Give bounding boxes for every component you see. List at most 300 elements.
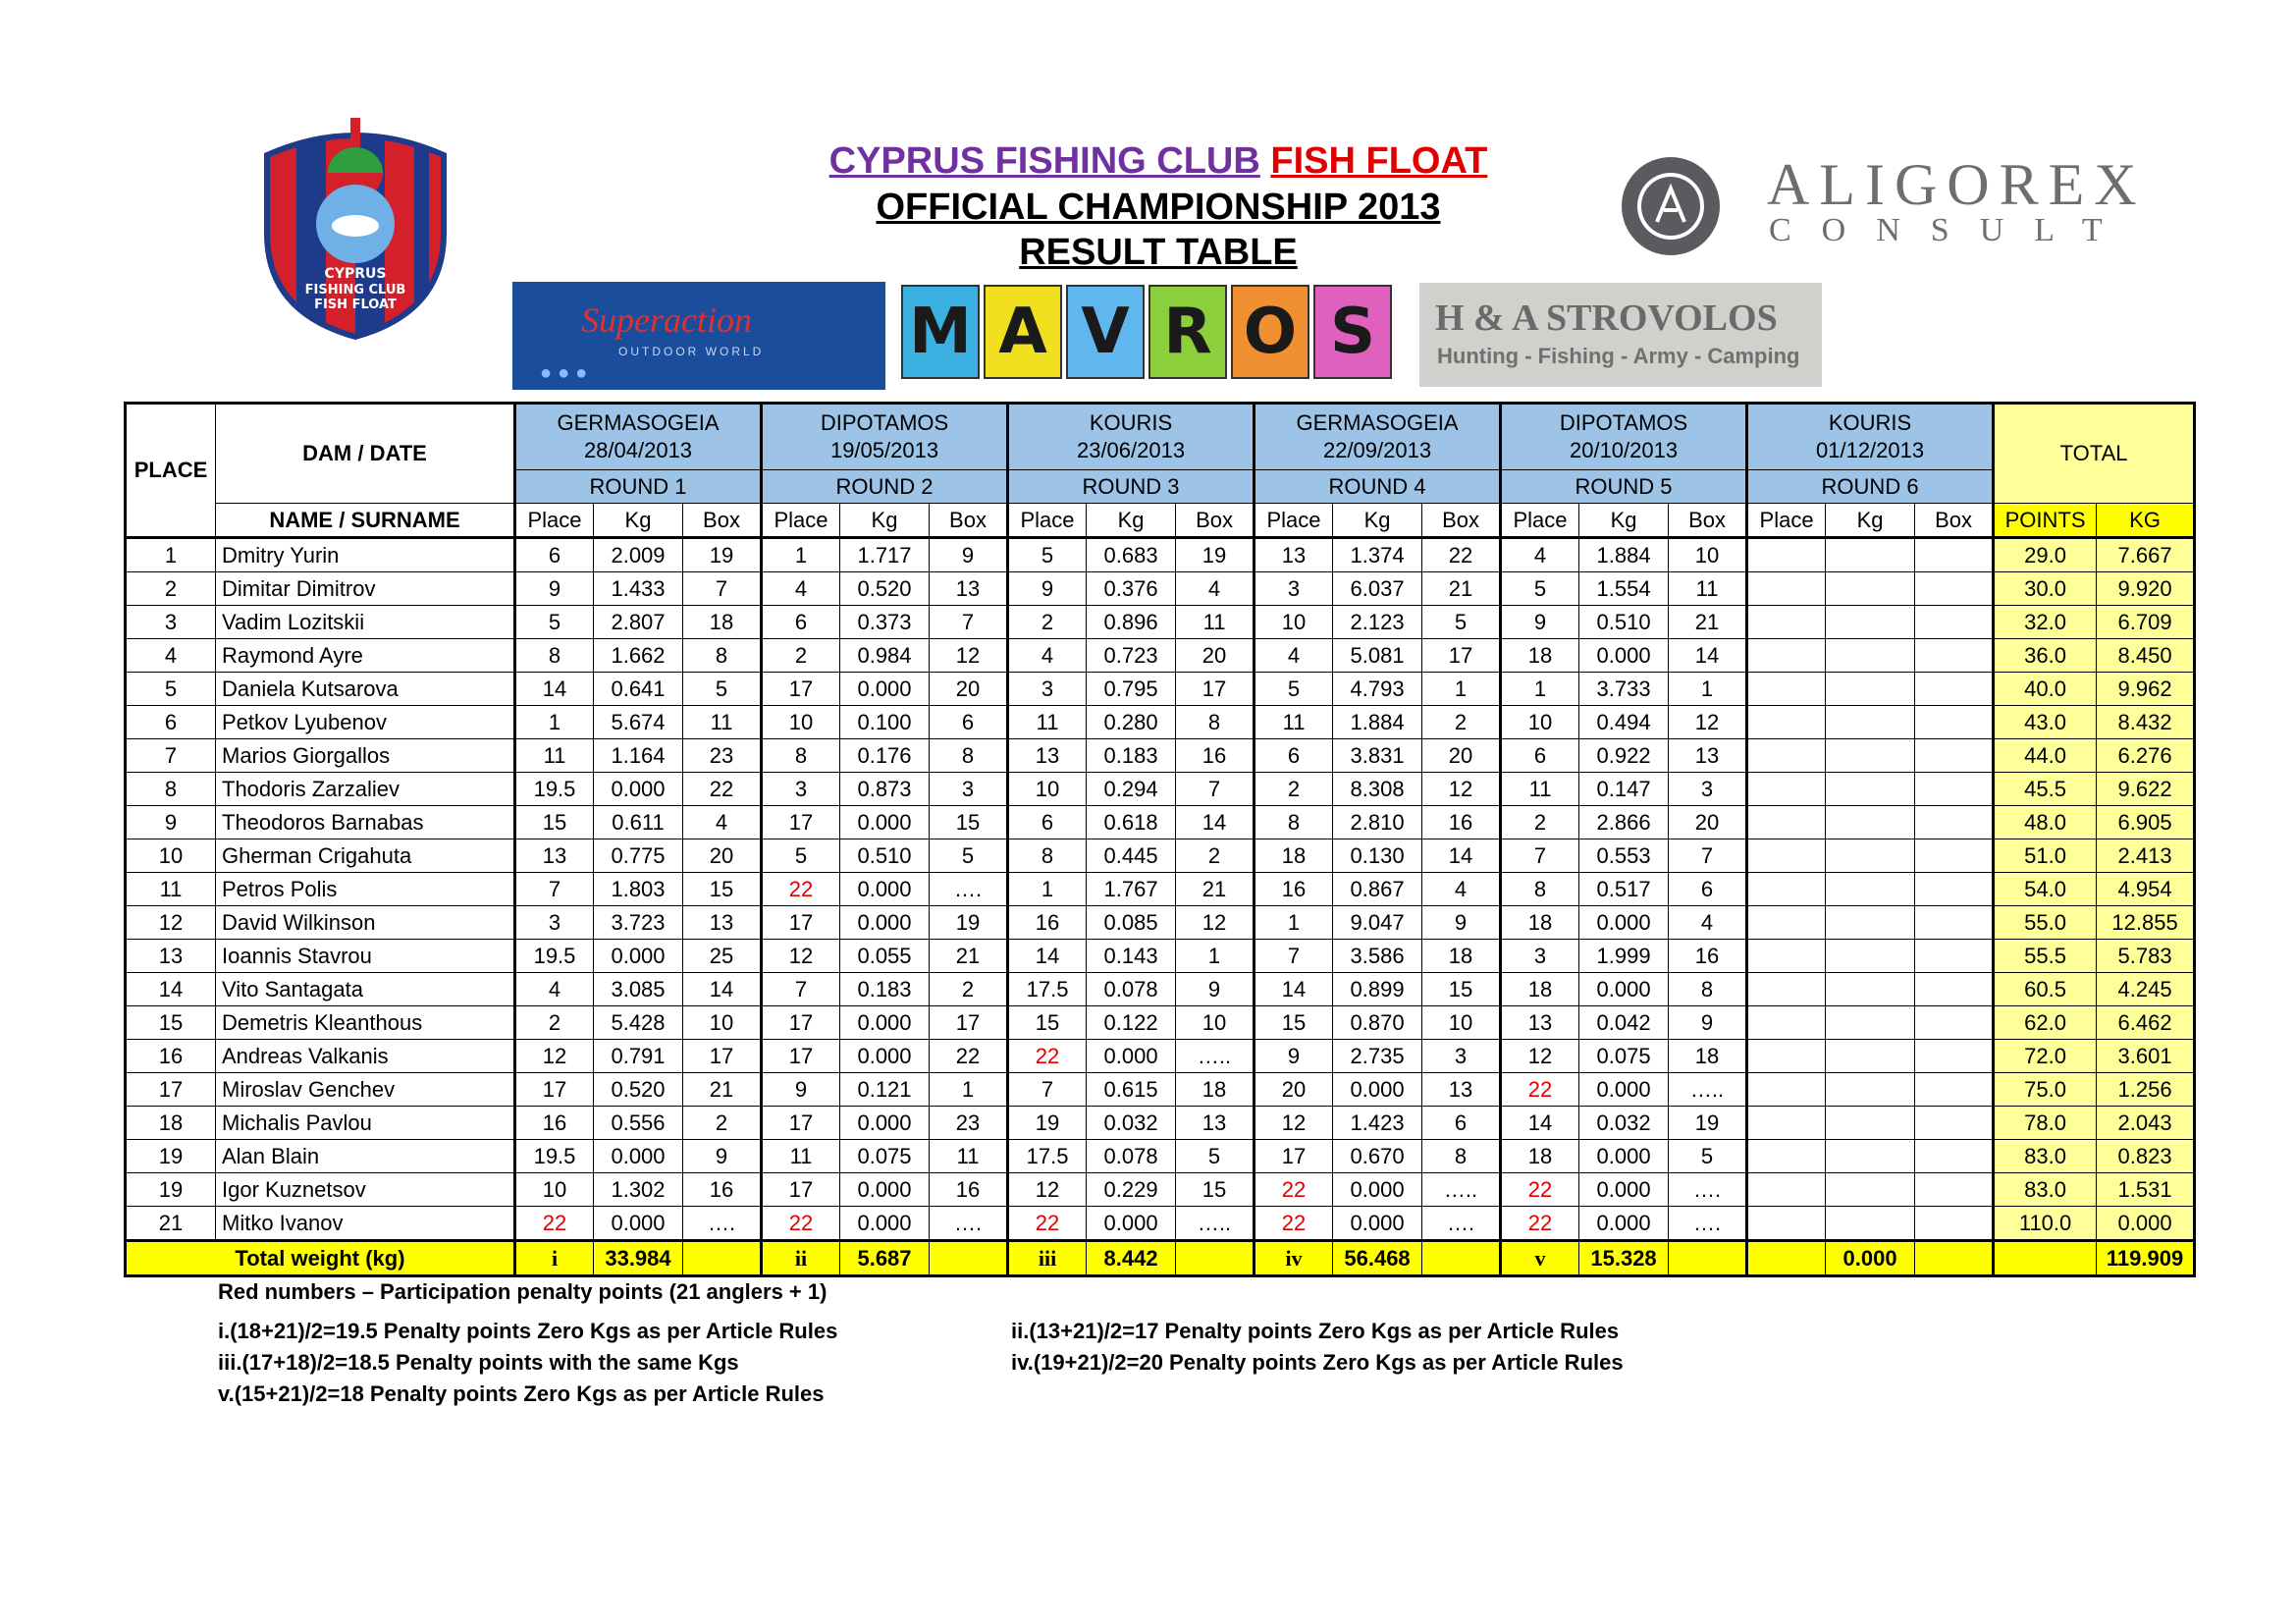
round-3-box-cell: 19: [1176, 538, 1255, 572]
round-1-box-cell: 15: [683, 873, 762, 906]
table-row: [126, 706, 2195, 739]
round-2-kg-cell: 0.055: [840, 940, 930, 973]
round-3-kg-cell: 0.618: [1087, 806, 1176, 839]
round-2-place-cell: 17: [762, 906, 840, 940]
round-2-place-cell: 2: [762, 639, 840, 673]
round-4-kg-cell: 3.831: [1333, 739, 1422, 773]
round-1-place-cell: 11: [515, 739, 594, 773]
round-4-place-cell: 9: [1255, 1040, 1333, 1073]
row-points: 43.0: [1994, 706, 2097, 739]
round-2-box-cell: 9: [930, 538, 1008, 572]
round-6-place-cell: [1747, 639, 1826, 673]
row-points: 51.0: [1994, 839, 2097, 873]
table-row: [126, 1207, 2195, 1241]
round-2-box-cell: 12: [930, 639, 1008, 673]
svg-text:FISH FLOAT: FISH FLOAT: [314, 298, 397, 312]
row-total-kg: 1.256: [2097, 1073, 2195, 1107]
round-3-place-cell: 1: [1008, 873, 1087, 906]
round-3-box-cell: …..: [1176, 1207, 1255, 1241]
round-4-kg-cell: 6.037: [1333, 572, 1422, 606]
round-1-place-cell: 5: [515, 606, 594, 639]
round-1-place-cell: 1: [515, 706, 594, 739]
round-2-kg-cell: 0.000: [840, 1173, 930, 1207]
round-6-place-cell: [1747, 706, 1826, 739]
round-1-kg-cell: 0.611: [594, 806, 683, 839]
round-3-place-cell: 15: [1008, 1006, 1087, 1040]
round-1-label: ROUND 1: [515, 470, 762, 504]
round-1-box-cell: 22: [683, 773, 762, 806]
round-4-place-cell: 12: [1255, 1107, 1333, 1140]
round-3-kg-cell: 0.000: [1087, 1040, 1176, 1073]
round-1-box-cell: 17: [683, 1040, 762, 1073]
round-2-kg-cell: 0.075: [840, 1140, 930, 1173]
row-total-kg: 6.462: [2097, 1006, 2195, 1040]
round-3-place-cell: 17.5: [1008, 1140, 1087, 1173]
round-4-place-cell: 16: [1255, 873, 1333, 906]
round-5-box-cell: 20: [1669, 806, 1747, 839]
row-place: 7: [126, 739, 216, 773]
round-5-box-cell: 1: [1669, 673, 1747, 706]
round-3-place-cell: 12: [1008, 1173, 1087, 1207]
round-6-box-cell: [1915, 1107, 1994, 1140]
round-2-box-cell: ….: [930, 873, 1008, 906]
round-6-box-cell: [1915, 706, 1994, 739]
note-iii: iii.(17+18)/2=18.5 Penalty points with the same Kgs: [218, 1350, 739, 1375]
round-4-box-cell: …..: [1422, 1173, 1501, 1207]
round-5-box-cell: 21: [1669, 606, 1747, 639]
round-3-kg-cell: 0.723: [1087, 639, 1176, 673]
round-4-place-cell: 1: [1255, 906, 1333, 940]
round-5-box-cell: 13: [1669, 739, 1747, 773]
row-place: 13: [126, 940, 216, 973]
row-points: 45.5: [1994, 773, 2097, 806]
round-4-kg-cell: 0.870: [1333, 1006, 1422, 1040]
round-4-place-cell: 22: [1255, 1173, 1333, 1207]
round-6-box-cell: [1915, 1006, 1994, 1040]
title-line-1: [766, 137, 1551, 185]
note-v: v.(15+21)/2=18 Penalty points Zero Kgs as per Article Rules: [218, 1381, 825, 1406]
round-2-kg-cell: 0.000: [840, 1040, 930, 1073]
round-6-total-empty: [1915, 1241, 1994, 1276]
round-5-kg-cell: 0.000: [1579, 1140, 1669, 1173]
dam-date-header: DAM / DATE: [216, 404, 515, 504]
round-1-box-cell: 4: [683, 806, 762, 839]
round-5-place-cell: 18: [1501, 906, 1579, 940]
row-place: 17: [126, 1073, 216, 1107]
round-6-place-cell: [1747, 773, 1826, 806]
aligorex-subtitle: CONSULT: [1769, 212, 2133, 248]
aligorex-emblem-icon: [1600, 147, 1747, 265]
table-row: [126, 906, 2195, 940]
round-2-place-cell: 22: [762, 1207, 840, 1241]
round-5-kg-cell: 0.032: [1579, 1107, 1669, 1140]
row-name: David Wilkinson: [216, 906, 515, 940]
round-6-kg-cell: [1826, 1207, 1915, 1241]
title-block: [766, 137, 1551, 275]
round-6-place-cell: [1747, 906, 1826, 940]
round-1-place-cell: 7: [515, 873, 594, 906]
row-place: 19: [126, 1173, 216, 1207]
row-total-kg: 6.709: [2097, 606, 2195, 639]
row-points: 36.0: [1994, 639, 2097, 673]
round-1-place-cell: 10: [515, 1173, 594, 1207]
round-3-box-cell: 8: [1176, 706, 1255, 739]
table-row: [126, 773, 2195, 806]
round-3-place-cell: 19: [1008, 1107, 1087, 1140]
round-3-box-cell: 13: [1176, 1107, 1255, 1140]
round-2-place-cell: 7: [762, 973, 840, 1006]
round-2-kg-cell: 0.176: [840, 739, 930, 773]
strovolos-name: H & A STROVOLOS: [1435, 298, 1778, 339]
round-3-box-cell: 10: [1176, 1006, 1255, 1040]
round-3-place-cell: 13: [1008, 739, 1087, 773]
round-1-kg-cell: 3.085: [594, 973, 683, 1006]
results-table: [124, 402, 2196, 1277]
round-4-box-cell: 14: [1422, 839, 1501, 873]
row-name: Raymond Ayre: [216, 639, 515, 673]
round-1-box-cell: 25: [683, 940, 762, 973]
round-6-box-cell: [1915, 538, 1994, 572]
row-points: 83.0: [1994, 1140, 2097, 1173]
round-6-box-cell: [1915, 1207, 1994, 1241]
round-5-venue: DIPOTAMOS 20/10/2013: [1501, 404, 1747, 470]
round-6-place-cell: [1747, 973, 1826, 1006]
round-6-place-cell: [1747, 739, 1826, 773]
round-1-place-header: Place: [515, 504, 594, 538]
table-row: [126, 1140, 2195, 1173]
row-name: Igor Kuznetsov: [216, 1173, 515, 1207]
table-row: [126, 606, 2195, 639]
title-line-2: OFFICIAL CHAMPIONSHIP 2013: [876, 187, 1441, 228]
round-2-kg-header: Kg: [840, 504, 930, 538]
row-name: Alan Blain: [216, 1140, 515, 1173]
round-2-place-cell: 17: [762, 1173, 840, 1207]
round-5-place-cell: 22: [1501, 1207, 1579, 1241]
round-1-kg-cell: 1.433: [594, 572, 683, 606]
round-1-place-cell: 14: [515, 673, 594, 706]
round-3-place-cell: 16: [1008, 906, 1087, 940]
round-1-place-cell: 6: [515, 538, 594, 572]
table-row: [126, 538, 2195, 572]
round-4-box-cell: 17: [1422, 639, 1501, 673]
round-5-box-cell: 6: [1669, 873, 1747, 906]
row-points: 55.0: [1994, 906, 2097, 940]
round-1-box-cell: 11: [683, 706, 762, 739]
round-2-kg-cell: 1.717: [840, 538, 930, 572]
round-4-box-cell: 22: [1422, 538, 1501, 572]
round-1-kg-cell: 0.000: [594, 773, 683, 806]
round-2-kg-cell: 0.000: [840, 873, 930, 906]
round-4-box-cell: 5: [1422, 606, 1501, 639]
round-2-box-cell: 21: [930, 940, 1008, 973]
round-4-kg-cell: 2.123: [1333, 606, 1422, 639]
round-4-kg-cell: 0.867: [1333, 873, 1422, 906]
superaction-name: Superaction: [581, 300, 752, 340]
round-3-place-cell: 2: [1008, 606, 1087, 639]
round-1-box-cell: 21: [683, 1073, 762, 1107]
row-total-kg: 1.531: [2097, 1173, 2195, 1207]
round-1-kg-cell: 0.641: [594, 673, 683, 706]
round-1-kg-cell: 1.662: [594, 639, 683, 673]
round-1-kg-cell: 5.674: [594, 706, 683, 739]
round-3-kg-cell: 0.683: [1087, 538, 1176, 572]
row-place: 3: [126, 606, 216, 639]
row-total-kg: 9.920: [2097, 572, 2195, 606]
round-6-kg-cell: [1826, 940, 1915, 973]
round-3-kg-cell: 0.032: [1087, 1107, 1176, 1140]
table-row: [126, 973, 2195, 1006]
round-6-kg-cell: [1826, 1006, 1915, 1040]
round-6-place-cell: [1747, 940, 1826, 973]
round-6-place-cell: [1747, 1207, 1826, 1241]
round-6-place-cell: [1747, 606, 1826, 639]
row-name: Dmitry Yurin: [216, 538, 515, 572]
round-2-place-header: Place: [762, 504, 840, 538]
round-1-place-cell: 12: [515, 1040, 594, 1073]
round-2-box-cell: 6: [930, 706, 1008, 739]
round-2-box-cell: 13: [930, 572, 1008, 606]
row-total-kg: 12.855: [2097, 906, 2195, 940]
round-4-kg-cell: 4.793: [1333, 673, 1422, 706]
round-2-total-kg: 5.687: [840, 1241, 930, 1276]
round-5-kg-header: Kg: [1579, 504, 1669, 538]
round-5-box-cell: ….: [1669, 1207, 1747, 1241]
round-5-kg-cell: 1.884: [1579, 538, 1669, 572]
round-3-kg-cell: 0.078: [1087, 1140, 1176, 1173]
round-5-total-empty: [1669, 1241, 1747, 1276]
round-4-box-cell: ….: [1422, 1207, 1501, 1241]
round-1-box-cell: 14: [683, 973, 762, 1006]
round-6-kg-cell: [1826, 1073, 1915, 1107]
row-points: 75.0: [1994, 1073, 2097, 1107]
row-total-kg: 8.450: [2097, 639, 2195, 673]
round-1-box-cell: 19: [683, 538, 762, 572]
round-5-place-cell: 8: [1501, 873, 1579, 906]
round-6-place-cell: [1747, 839, 1826, 873]
round-2-place-cell: 17: [762, 673, 840, 706]
round-3-kg-cell: 0.085: [1087, 906, 1176, 940]
round-3-box-cell: 4: [1176, 572, 1255, 606]
round-5-box-cell: 9: [1669, 1006, 1747, 1040]
round-2-box-cell: 3: [930, 773, 1008, 806]
round-3-kg-cell: 0.376: [1087, 572, 1176, 606]
round-2-place-cell: 6: [762, 606, 840, 639]
round-4-box-cell: 16: [1422, 806, 1501, 839]
round-4-box-cell: 8: [1422, 1140, 1501, 1173]
round-3-kg-cell: 0.795: [1087, 673, 1176, 706]
round-1-box-cell: 23: [683, 739, 762, 773]
round-2-kg-cell: 0.121: [840, 1073, 930, 1107]
round-4-place-cell: 15: [1255, 1006, 1333, 1040]
round-4-label: ROUND 4: [1255, 470, 1501, 504]
round-4-kg-cell: 1.374: [1333, 538, 1422, 572]
round-6-box-cell: [1915, 1140, 1994, 1173]
round-6-box-cell: [1915, 940, 1994, 973]
round-5-box-cell: 14: [1669, 639, 1747, 673]
round-4-place-cell: 4: [1255, 639, 1333, 673]
row-points: 60.5: [1994, 973, 2097, 1006]
round-5-place-cell: 4: [1501, 538, 1579, 572]
round-5-box-cell: 11: [1669, 572, 1747, 606]
table-row: [126, 940, 2195, 973]
round-2-box-cell: 11: [930, 1140, 1008, 1173]
total-kg-header: KG: [2097, 504, 2195, 538]
round-3-box-cell: 15: [1176, 1173, 1255, 1207]
round-2-place-cell: 12: [762, 940, 840, 973]
row-total-kg: 3.601: [2097, 1040, 2195, 1073]
round-1-kg-cell: 5.428: [594, 1006, 683, 1040]
round-4-kg-cell: 0.000: [1333, 1173, 1422, 1207]
round-3-place-cell: 7: [1008, 1073, 1087, 1107]
round-6-box-cell: [1915, 639, 1994, 673]
round-2-place-cell: 10: [762, 706, 840, 739]
table-row: [126, 1006, 2195, 1040]
table-row: [126, 739, 2195, 773]
round-3-box-cell: 18: [1176, 1073, 1255, 1107]
row-name: Daniela Kutsarova: [216, 673, 515, 706]
round-1-box-cell: ….: [683, 1207, 762, 1241]
round-4-box-cell: 15: [1422, 973, 1501, 1006]
round-5-kg-cell: 2.866: [1579, 806, 1669, 839]
round-3-place-cell: 9: [1008, 572, 1087, 606]
round-4-kg-cell: 0.670: [1333, 1140, 1422, 1173]
round-3-place-cell: 3: [1008, 673, 1087, 706]
round-5-box-cell: 16: [1669, 940, 1747, 973]
round-1-box-cell: 13: [683, 906, 762, 940]
round-5-box-cell: 4: [1669, 906, 1747, 940]
round-5-place-cell: 13: [1501, 1006, 1579, 1040]
round-2-box-cell: 8: [930, 739, 1008, 773]
round-2-kg-cell: 0.873: [840, 773, 930, 806]
round-4-place-cell: 2: [1255, 773, 1333, 806]
round-6-kg-cell: [1826, 739, 1915, 773]
round-6-box-cell: [1915, 806, 1994, 839]
round-4-box-header: Box: [1422, 504, 1501, 538]
round-4-place-cell: 3: [1255, 572, 1333, 606]
round-5-box-cell: 18: [1669, 1040, 1747, 1073]
round-1-place-cell: 16: [515, 1107, 594, 1140]
round-3-kg-cell: 0.143: [1087, 940, 1176, 973]
round-5-place-cell: 11: [1501, 773, 1579, 806]
round-4-place-cell: 8: [1255, 806, 1333, 839]
round-5-kg-cell: 0.553: [1579, 839, 1669, 873]
round-2-kg-cell: 0.000: [840, 1207, 930, 1241]
round-4-total-mark: iv: [1255, 1241, 1333, 1276]
round-5-place-cell: 3: [1501, 940, 1579, 973]
round-6-box-header: Box: [1915, 504, 1994, 538]
round-3-kg-cell: 0.122: [1087, 1006, 1176, 1040]
round-2-box-cell: 15: [930, 806, 1008, 839]
round-5-total-kg: 15.328: [1579, 1241, 1669, 1276]
round-6-place-cell: [1747, 1040, 1826, 1073]
round-3-place-cell: 17.5: [1008, 973, 1087, 1006]
round-5-place-cell: 18: [1501, 1140, 1579, 1173]
mavros-letter-tile: V: [1066, 285, 1145, 379]
row-place: 11: [126, 873, 216, 906]
round-6-box-cell: [1915, 906, 1994, 940]
round-5-kg-cell: 0.000: [1579, 639, 1669, 673]
round-4-kg-cell: 3.586: [1333, 940, 1422, 973]
round-1-box-cell: 16: [683, 1173, 762, 1207]
round-3-box-cell: 20: [1176, 639, 1255, 673]
round-6-box-cell: [1915, 973, 1994, 1006]
round-6-place-cell: [1747, 873, 1826, 906]
round-4-kg-cell: 0.000: [1333, 1073, 1422, 1107]
round-3-kg-cell: 0.294: [1087, 773, 1176, 806]
round-5-box-cell: 8: [1669, 973, 1747, 1006]
row-name: Michalis Pavlou: [216, 1107, 515, 1140]
round-6-kg-cell: [1826, 1140, 1915, 1173]
table-row: [126, 1040, 2195, 1073]
round-4-box-cell: 3: [1422, 1040, 1501, 1073]
round-3-kg-cell: 0.896: [1087, 606, 1176, 639]
round-1-place-cell: 19.5: [515, 1140, 594, 1173]
round-4-total-empty: [1422, 1241, 1501, 1276]
row-name: Miroslav Genchev: [216, 1073, 515, 1107]
round-3-box-cell: 2: [1176, 839, 1255, 873]
round-1-place-cell: 2: [515, 1006, 594, 1040]
round-1-kg-cell: 3.723: [594, 906, 683, 940]
round-6-kg-cell: [1826, 572, 1915, 606]
round-5-place-cell: 1: [1501, 673, 1579, 706]
mavros-letter-tile: R: [1148, 285, 1227, 379]
note-i: i.(18+21)/2=19.5 Penalty points Zero Kgs as per Article Rules: [218, 1319, 838, 1343]
strovolos-subtitle: Hunting - Fishing - Army - Camping: [1437, 344, 1800, 368]
round-2-venue: DIPOTAMOS 19/05/2013: [762, 404, 1008, 470]
round-2-place-cell: 17: [762, 806, 840, 839]
round-3-box-cell: 21: [1176, 873, 1255, 906]
round-2-box-cell: 22: [930, 1040, 1008, 1073]
round-1-place-cell: 19.5: [515, 773, 594, 806]
round-2-box-cell: 19: [930, 906, 1008, 940]
round-1-place-cell: 8: [515, 639, 594, 673]
round-3-place-cell: 6: [1008, 806, 1087, 839]
row-place: 16: [126, 1040, 216, 1073]
row-points: 83.0: [1994, 1173, 2097, 1207]
round-1-place-cell: 4: [515, 973, 594, 1006]
round-6-box-cell: [1915, 1073, 1994, 1107]
round-4-box-cell: 6: [1422, 1107, 1501, 1140]
name-surname-header: NAME / SURNAME: [216, 504, 515, 538]
round-5-place-cell: 12: [1501, 1040, 1579, 1073]
round-3-kg-cell: 0.078: [1087, 973, 1176, 1006]
total-weight-row: [126, 1241, 2195, 1276]
round-6-place-cell: [1747, 673, 1826, 706]
table-row: [126, 1107, 2195, 1140]
round-4-kg-cell: 1.423: [1333, 1107, 1422, 1140]
round-4-place-cell: 10: [1255, 606, 1333, 639]
round-5-box-cell: 5: [1669, 1140, 1747, 1173]
round-5-place-cell: 7: [1501, 839, 1579, 873]
row-place: 14: [126, 973, 216, 1006]
round-3-kg-header: Kg: [1087, 504, 1176, 538]
row-place: 18: [126, 1107, 216, 1140]
row-points: 48.0: [1994, 806, 2097, 839]
round-3-label: ROUND 3: [1008, 470, 1255, 504]
row-name: Dimitar Dimitrov: [216, 572, 515, 606]
round-1-box-cell: 2: [683, 1107, 762, 1140]
round-4-place-cell: 11: [1255, 706, 1333, 739]
round-2-box-cell: ….: [930, 1207, 1008, 1241]
round-2-box-cell: 5: [930, 839, 1008, 873]
round-6-kg-cell: [1826, 806, 1915, 839]
round-2-box-cell: 16: [930, 1173, 1008, 1207]
round-4-box-cell: 9: [1422, 906, 1501, 940]
row-total-kg: 9.962: [2097, 673, 2195, 706]
round-6-kg-header: Kg: [1826, 504, 1915, 538]
row-place: 12: [126, 906, 216, 940]
round-3-total-kg: 8.442: [1087, 1241, 1176, 1276]
